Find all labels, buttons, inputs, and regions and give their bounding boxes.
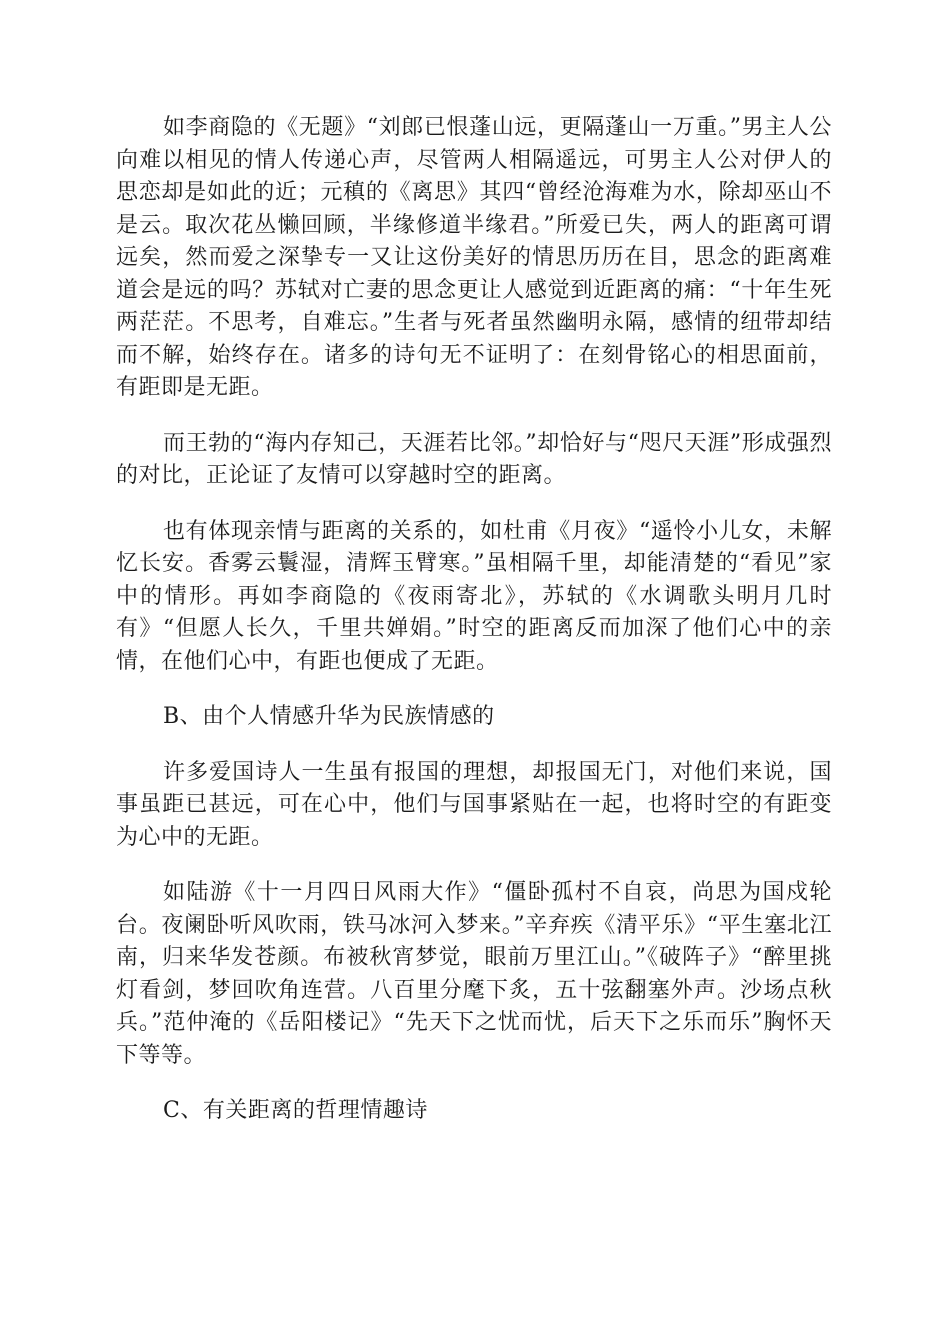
paragraph-family: 也有体现亲情与距离的关系的，如杜甫《月夜》“遥怜小儿女，未解忆长安。香雾云鬟湿，清辉玉臂寒。”虽相隔千里，却能清楚的“看见”家中的情形。再如李商隐的《夜雨寄北》，苏轼的《水调歌头明月几时有》“但愿人长久，千里共婵娟。”时空的距离反而加深了他们心中的亲情，在他们心中，有距也便成了无距。 (116, 518, 832, 674)
section-heading-c: C、有关距离的哲理情趣诗 (163, 1098, 428, 1123)
section-heading-b: B、由个人情感升华为民族情感的 (163, 704, 495, 729)
paragraph-patriotic-examples: 如陆游《十一月四日风雨大作》“僵卧孤村不自哀，尚思为国戍轮台。夜阑卧听风吹雨，铁马冰河入梦来。”辛弃疾《清平乐》“平生塞北江南，归来华发苍颜。布被秋宵梦觉，眼前万里江山。”《破阵子》“醉里挑灯看剑，梦回吹角连营。八百里分麾下炙，五十弦翻塞外声。沙场点秋兵。”范仲淹的《岳阳楼记》“先天下之忧而忧，后天下之乐而乐”胸怀天下等等。 (116, 880, 832, 1068)
document-body (116, 112, 832, 1151)
paragraph-patriotic-intro: 许多爱国诗人一生虽有报国的理想，却报国无门，对他们来说，国事虽距已甚远，可在心中，他们与国事紧贴在一起，也将时空的有距变为心中的无距。 (116, 759, 832, 850)
paragraph-friendship: 而王勃的“海内存知己，天涯若比邻。”却恰好与“咫尺天涯”形成强烈的对比，正论证了友情可以穿越时空的距离。 (116, 430, 832, 488)
paragraph-love-poems: 如李商隐的《无题》“刘郎已恨蓬山远，更隔蓬山一万重。”男主人公向难以相见的情人传递心声，尽管两人相隔遥远，可男主人公对伊人的思恋却是如此的近；元稹的《离思》其四“曾经沧海难为水，除却巫山不是云。取次花丛懒回顾，半缘修道半缘君。”所爱已失，两人的距离可谓远矣，然而爱之深挚专一又让这份美好的情思历历在目，思念的距离难道会是远的吗？苏轼对亡妻的思念更让人感觉到近距离的痛：“十年生死两茫茫。不思考，自难忘。”生者与死者虽然幽明永隔，感情的纽带却结而不解，始终存在。诸多的诗句无不证明了：在刻骨铭心的相思面前，有距即是无距。 (116, 115, 832, 400)
